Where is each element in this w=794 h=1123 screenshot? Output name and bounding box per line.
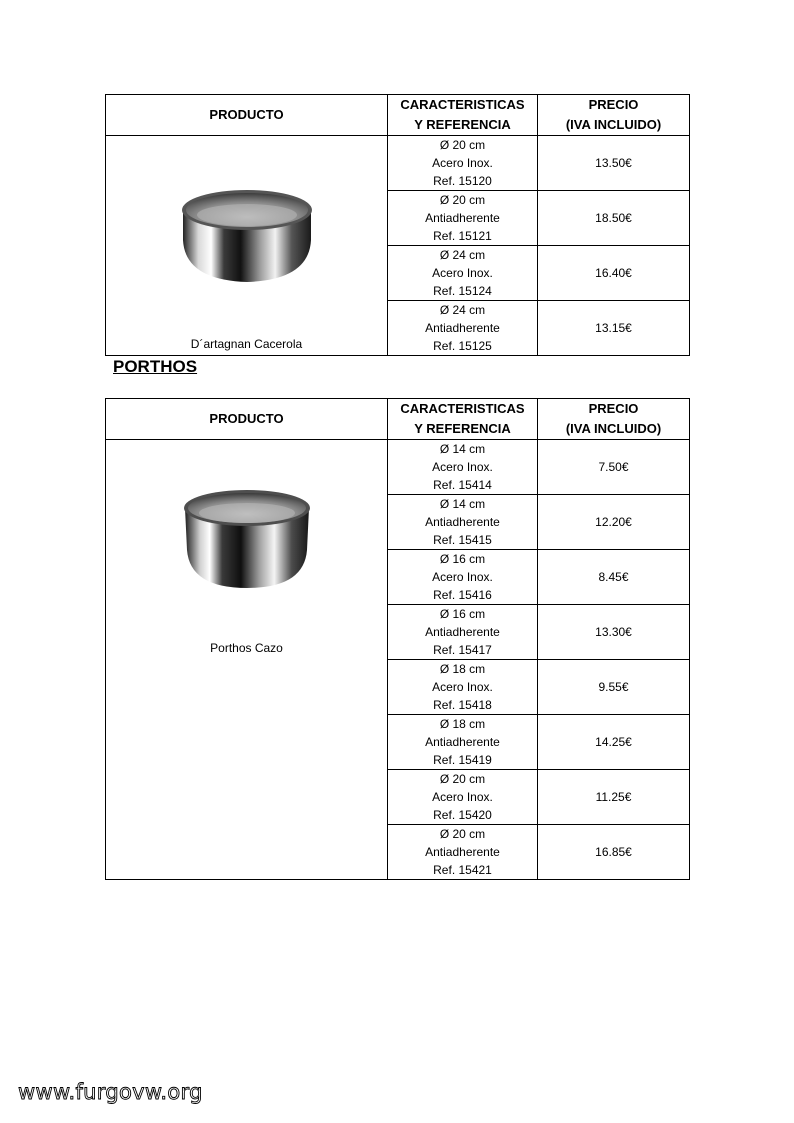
price-cell: 7.50€ xyxy=(538,440,690,495)
price-cell: 11.25€ xyxy=(538,770,690,825)
header-price-line2: (IVA INCLUIDO) xyxy=(565,421,662,436)
price-cell: 16.40€ xyxy=(538,246,690,301)
material-text: Acero Inox. xyxy=(432,570,493,584)
size-text: Ø 24 cm xyxy=(439,303,486,317)
ref-text: Ref. 15417 xyxy=(433,643,492,657)
header-characteristics-line2: Y REFERENCIA xyxy=(414,421,511,436)
size-text: Ø 16 cm xyxy=(439,552,486,566)
header-characteristics-line2: Y REFERENCIA xyxy=(414,117,511,132)
header-product: PRODUCTO xyxy=(106,399,388,440)
spec-cell xyxy=(388,660,538,715)
material-text: Acero Inox. xyxy=(432,790,493,804)
ref-text: Ref. 15418 xyxy=(433,698,492,712)
material-text: Antiadherente xyxy=(425,321,500,335)
size-text: Ø 14 cm xyxy=(439,442,486,456)
header-product: PRODUCTO xyxy=(106,95,388,136)
spec-cell xyxy=(388,301,538,356)
product-name: D´artagnan Cacerola xyxy=(190,337,303,351)
spec-cell xyxy=(388,136,538,191)
size-text: Ø 20 cm xyxy=(439,827,486,841)
header-characteristics-line1: CARACTERISTICAS xyxy=(400,97,525,112)
price-cell: 13.50€ xyxy=(538,136,690,191)
price-cell: 18.50€ xyxy=(538,191,690,246)
price-cell: 8.45€ xyxy=(538,550,690,605)
size-text: Ø 18 cm xyxy=(439,662,486,676)
ref-text: Ref. 15415 xyxy=(433,533,492,547)
material-text: Antiadherente xyxy=(425,515,500,529)
ref-text: Ref. 15124 xyxy=(433,284,492,298)
size-text: Ø 18 cm xyxy=(439,717,486,731)
size-text: Ø 20 cm xyxy=(439,772,486,786)
spec-cell xyxy=(388,770,538,825)
spec-cell xyxy=(388,715,538,770)
material-text: Antiadherente xyxy=(425,845,500,859)
material-text: Acero Inox. xyxy=(432,156,493,170)
product-table-porthos xyxy=(105,398,690,880)
price-cell: 12.20€ xyxy=(538,495,690,550)
spec-cell xyxy=(388,191,538,246)
product-cell xyxy=(106,136,388,356)
price-cell: 9.55€ xyxy=(538,660,690,715)
ref-text: Ref. 15125 xyxy=(433,339,492,353)
spec-cell xyxy=(388,495,538,550)
price-cell: 14.25€ xyxy=(538,715,690,770)
size-text: Ø 16 cm xyxy=(439,607,486,621)
spec-cell xyxy=(388,550,538,605)
ref-text: Ref. 15419 xyxy=(433,753,492,767)
price-cell: 16.85€ xyxy=(538,825,690,880)
header-characteristics xyxy=(388,95,538,136)
product-cell xyxy=(106,440,388,880)
spec-cell xyxy=(388,246,538,301)
table-header-row xyxy=(106,399,690,440)
cazo-pot-image xyxy=(182,488,312,590)
table-row xyxy=(106,440,690,495)
spec-cell xyxy=(388,605,538,660)
ref-text: Ref. 15421 xyxy=(433,863,492,877)
header-characteristics xyxy=(388,399,538,440)
material-text: Antiadherente xyxy=(425,735,500,749)
ref-text: Ref. 15420 xyxy=(433,808,492,822)
table-header-row xyxy=(106,95,690,136)
header-price xyxy=(538,399,690,440)
material-text: Acero Inox. xyxy=(432,680,493,694)
product-name: Porthos Cazo xyxy=(210,641,283,655)
price-cell: 13.30€ xyxy=(538,605,690,660)
header-price xyxy=(538,95,690,136)
material-text: Acero Inox. xyxy=(432,266,493,280)
cacerola-pot-image xyxy=(179,188,315,284)
ref-text: Ref. 15416 xyxy=(433,588,492,602)
size-text: Ø 20 cm xyxy=(439,193,486,207)
header-price-line1: PRECIO xyxy=(588,97,639,112)
size-text: Ø 20 cm xyxy=(439,138,486,152)
ref-text: Ref. 15414 xyxy=(433,478,492,492)
material-text: Acero Inox. xyxy=(432,460,493,474)
material-text: Antiadherente xyxy=(425,625,500,639)
spec-cell xyxy=(388,825,538,880)
header-price-line1: PRECIO xyxy=(588,401,639,416)
product-table-dartagnan xyxy=(105,94,690,356)
size-text: Ø 14 cm xyxy=(439,497,486,511)
section-heading: PORTHOS xyxy=(113,357,198,376)
material-text: Antiadherente xyxy=(425,211,500,225)
size-text: Ø 24 cm xyxy=(439,248,486,262)
ref-text: Ref. 15121 xyxy=(433,229,492,243)
header-price-line2: (IVA INCLUIDO) xyxy=(565,117,662,132)
spec-cell xyxy=(388,440,538,495)
table-row xyxy=(106,136,690,191)
price-cell: 13.15€ xyxy=(538,301,690,356)
ref-text: Ref. 15120 xyxy=(433,174,492,188)
watermark: www.furgovw.org xyxy=(18,1080,203,1104)
header-characteristics-line1: CARACTERISTICAS xyxy=(400,401,525,416)
